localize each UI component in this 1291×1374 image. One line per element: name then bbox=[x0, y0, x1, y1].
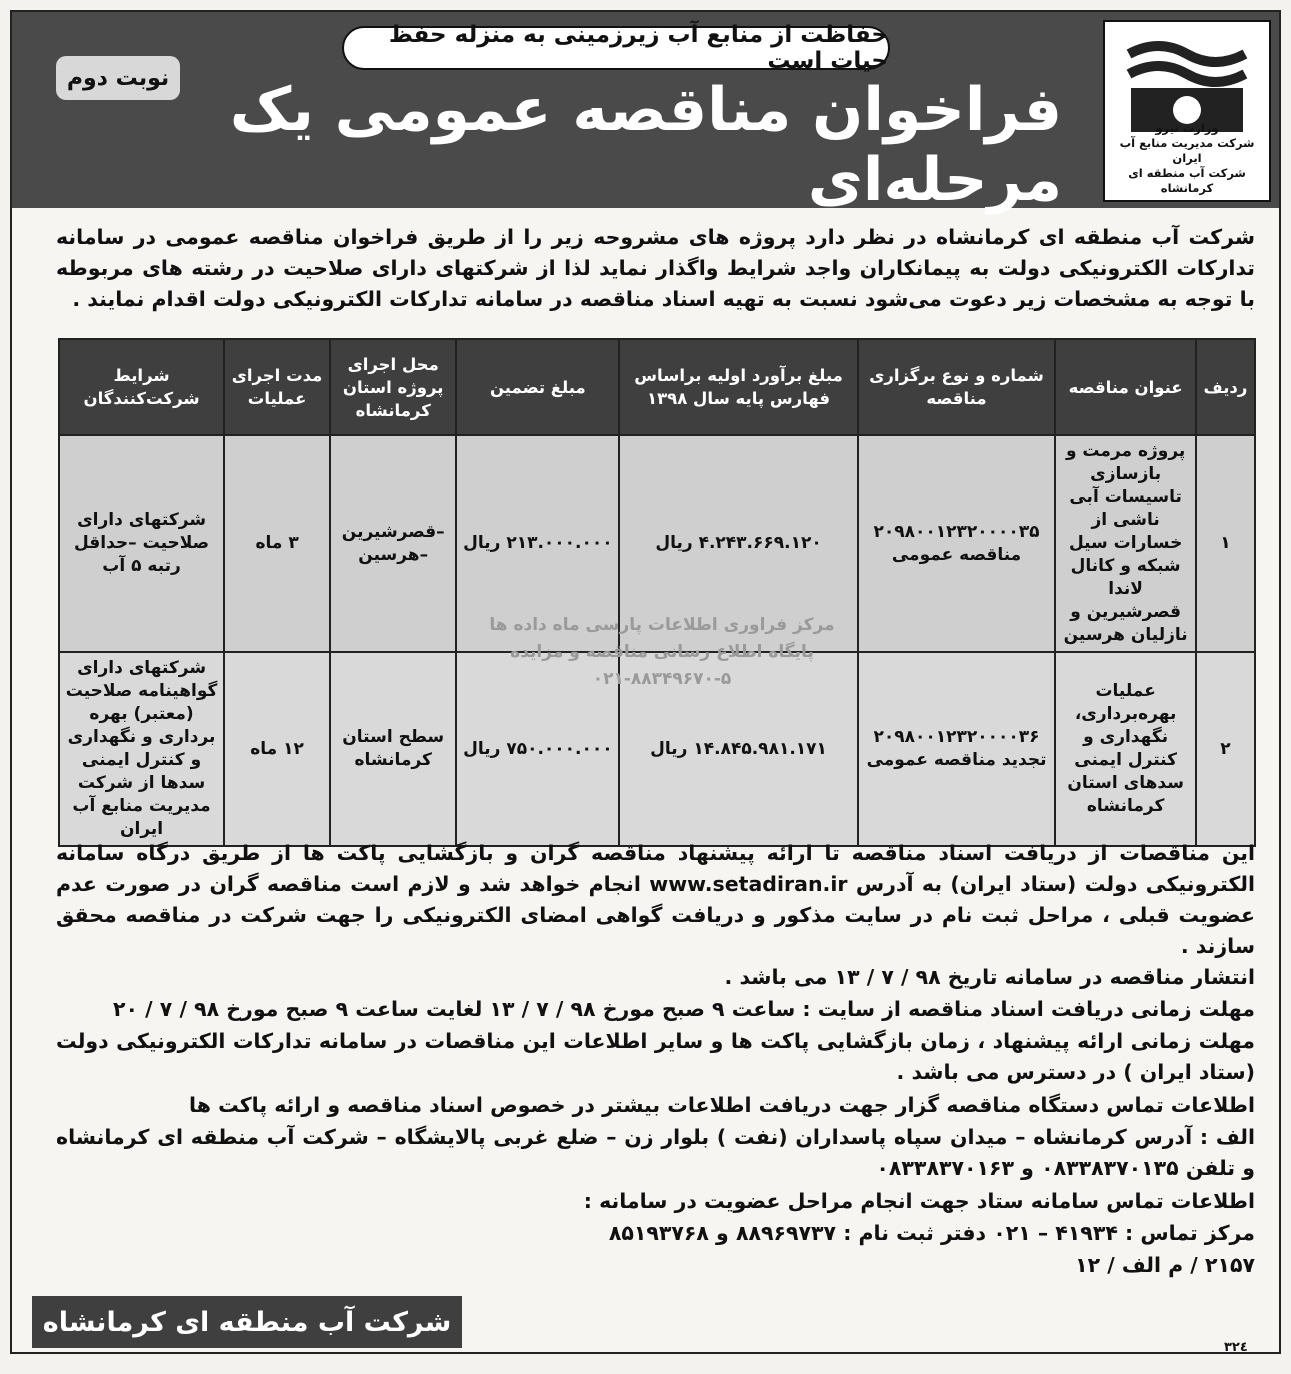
notes-document-deadline: مهلت زمانی دریافت اسناد مناقصه از سایت : ساعت ۹ صبح مورخ ۹۸ / ۷ / ۱۳ لغایت ساعت ۹ صبح مورخ ۹۸ / ۷ / ۲۰ bbox=[113, 997, 1255, 1021]
motto-banner: حفاظت از منابع آب زیرزمینی به منزله حفظ حیات است bbox=[342, 26, 890, 70]
row-number: ۲ bbox=[1196, 652, 1255, 846]
participant-conditions: شرکتهای دارای گواهینامه صلاحیت (معتبر) بهره برداری و نگهداری و کنترل ایمنی سدها از شرکت مدیریت منابع آب ایران bbox=[59, 652, 224, 846]
logo-caption bbox=[1105, 121, 1269, 196]
notes-setad-heading: اطلاعات تماس سامانه ستاد جهت انجام مراحل عضویت در سامانه : bbox=[583, 1189, 1255, 1213]
project-location: سطح استان کرمانشاه bbox=[330, 652, 456, 846]
tender-number-cell bbox=[858, 652, 1056, 846]
header-cell: محل اجرای پروژه استان کرمانشاه bbox=[330, 339, 456, 435]
notes-reference-code: ۲۱۵۷ / م الف / ۱۲ bbox=[1075, 1253, 1255, 1277]
round-badge: نوبت دوم bbox=[56, 56, 180, 100]
project-location: –قصرشیرین –هرسین bbox=[330, 435, 456, 652]
notes-publish-date: انتشار مناقصه در سامانه تاریخ ۹۸ / ۷ / ۱۳ می باشد . bbox=[724, 965, 1255, 989]
watermark-line: پایگاه اطلاع رسانی مناقصه و مزایده bbox=[510, 642, 814, 662]
table-header-row bbox=[59, 339, 1255, 435]
watermark-phone: ۰۲۱-۸۸۳۴۹۶۷۰-۵ bbox=[592, 669, 732, 689]
company-footer: شرکت آب منطقه ای کرمانشاه bbox=[32, 1296, 462, 1348]
duration: ۱۲ ماه bbox=[224, 652, 330, 846]
header-cell: عنوان مناقصه bbox=[1055, 339, 1196, 435]
header-cell: مبلغ تضمین bbox=[456, 339, 619, 435]
tender-title: پروژه مرمت و بازسازی تاسیسات آبی ناشی از خسارات سیل شبکه و کانال لاندا قصرشیرین و نازلیان هرسین bbox=[1055, 435, 1196, 652]
row-number: ۱ bbox=[1196, 435, 1255, 652]
watermark-line: مرکز فراوری اطلاعات پارسی ماه داده ها bbox=[489, 615, 835, 635]
guarantee-amount: ۷۵۰.۰۰۰.۰۰۰ ریال bbox=[456, 652, 619, 846]
tender-number-cell bbox=[858, 435, 1056, 652]
tender-type: مناقصه عمومی bbox=[891, 544, 1022, 565]
header-cell: شماره و نوع برگزاری مناقصه bbox=[858, 339, 1056, 435]
header-cell: ردیف bbox=[1196, 339, 1255, 435]
tender-notice-page bbox=[10, 10, 1281, 1354]
logo-line-regional: شرکت آب منطقه ای کرمانشاه bbox=[1128, 166, 1246, 195]
notes-address: الف : آدرس کرمانشاه – میدان سپاه پاسداران (نفت ) بلوار زن – ضلع غربی پالایشگاه – شرکت آب منطقه ای کرمانشاه و تلفن ۰۸۳۳۸۳۷۰۱۳۵ و ۰۸۳۳۸۳۷۰۱۶۳ bbox=[56, 1125, 1255, 1180]
intro-paragraph: شرکت آب منطقه ای کرمانشاه در نظر دارد پروژه های مشروحه زیر را از طریق فراخوان مناقصه عمومی در سامانه تدارکات الکترونیکی دولت به پیمانکاران واجد شرایط واگذار نماید لذا از شرکتهای دارای صلاحیت در رشته های مربوطه با توجه به مشخصات زیر دعوت می‌شود نسبت به تهیه اسناد مناقصه در سامانه تدارکات الکترونیکی دولت اقدام نمایند . bbox=[56, 225, 1255, 311]
page-number: ۳۲٤ bbox=[1224, 1340, 1248, 1355]
tender-number: ۲۰۹۸۰۰۱۲۳۲۰۰۰۰۳۵ bbox=[873, 521, 1040, 542]
notes-contact-heading: اطلاعات تماس دستگاه مناقصه گزار جهت دریافت اطلاعات بیشتر در خصوص اسناد مناقصه و ارائه پاکت ها bbox=[189, 1093, 1255, 1117]
estimate-amount: ۱۴.۸۴۵.۹۸۱.۱۷۱ ریال bbox=[619, 652, 857, 846]
duration: ۳ ماه bbox=[224, 435, 330, 652]
tender-title: عملیات بهره‌برداری، نگهداری و کنترل ایمنی سدهای استان کرمانشاه bbox=[1055, 652, 1196, 846]
notes-setad-phones: مرکز تماس : ۴۱۹۳۴ – ۰۲۱ دفتر ثبت نام : ۸۸۹۶۹۷۳۷ و ۸۵۱۹۳۷۶۸ bbox=[608, 1221, 1255, 1245]
tender-number: ۲۰۹۸۰۰۱۲۳۲۰۰۰۰۳۶ bbox=[873, 727, 1040, 747]
participant-conditions: شرکتهای دارای صلاحیت –حداقل رتبه ۵ آب bbox=[59, 435, 224, 652]
header-cell: مبلغ برآورد اولیه براساس فهارس پایه سال ۱۳۹۸ bbox=[619, 339, 857, 435]
tender-table bbox=[58, 338, 1256, 847]
page-title: فراخوان مناقصه عمومی یک مرحله‌ای bbox=[229, 75, 1062, 215]
header-cell: شرایط شرکت‌کنندگان bbox=[59, 339, 224, 435]
logo-line-ministry: وزارت نیرو bbox=[1155, 121, 1219, 135]
watermark bbox=[462, 612, 862, 693]
ministry-logo bbox=[1103, 20, 1271, 202]
notes-paragraph-1: این مناقصات از دریافت اسناد مناقصه تا ارائه پیشنهاد مناقصه گران و بازگشایی پاکت ها از طریق درگاه سامانه الکترونیکی دولت (ستاد ایران) به آدرس www.setadiran.ir انجام خواهد شد و لازم است مناقصه گران در صورت عدم عضویت قبلی ، مراحل ثبت نام در سایت مذکور و دریافت گواهی امضای الکترونیکی را جهت شرکت در مناقصه محقق سازند . bbox=[56, 841, 1255, 958]
logo-line-company: شرکت مدیریت منابع آب ایران bbox=[1119, 136, 1255, 165]
tender-type: تجدید مناقصه عمومی bbox=[866, 750, 1047, 770]
guarantee-amount: ۲۱۳.۰۰۰.۰۰۰ ریال bbox=[456, 435, 619, 652]
header-band bbox=[12, 12, 1279, 215]
header-cell: مدت اجرای عملیات bbox=[224, 339, 330, 435]
notes-submission-info: مهلت زمانی ارائه پیشنهاد ، زمان بازگشایی پاکت ها و سایر اطلاعات این مناقصات در سامانه تدارکات الکترونیکی دولت (ستاد ایران ) در دسترس می باشد . bbox=[56, 1029, 1255, 1084]
estimate-amount: ۴.۲۴۳.۶۶۹.۱۲۰ ریال bbox=[619, 435, 857, 652]
